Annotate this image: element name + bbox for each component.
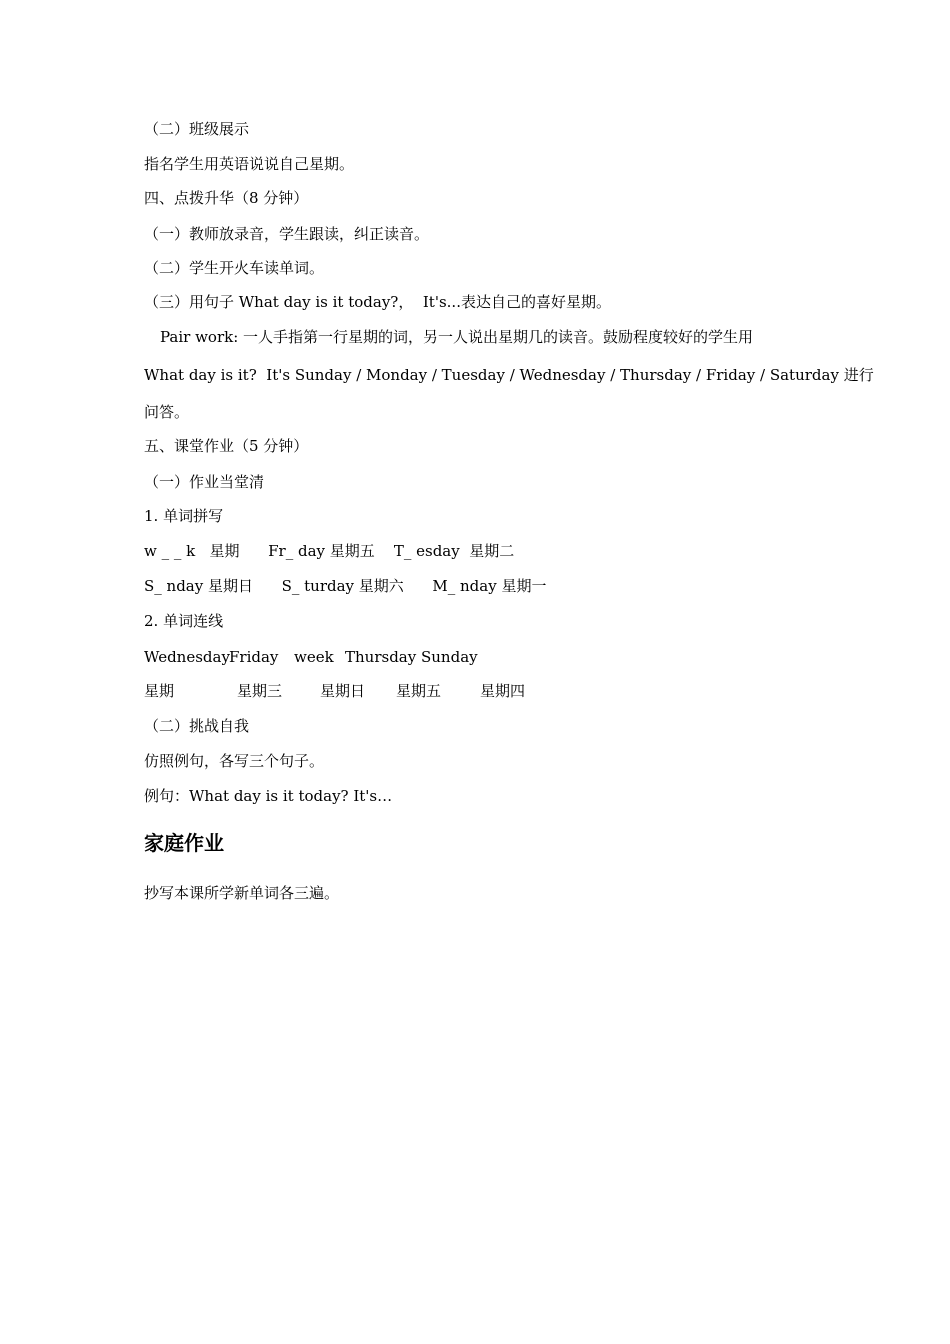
- step-one-text: （一）教师放录音，学生跟读，纠正读音。: [144, 225, 430, 243]
- step-two-text: （二）学生开火车读单词。: [144, 259, 325, 277]
- section-class-display: （二）班级展示: [144, 120, 250, 138]
- pair-work-text: Pair work: 一人手指第一行星期的词，另一人说出星期几的读音。鼓励程度较好的学生用: [160, 328, 754, 346]
- challenge-instruction: 仿照例句，各写三个句子。: [144, 752, 325, 770]
- match-word: Friday: [229, 648, 279, 666]
- match-meaning: 星期: [144, 682, 175, 700]
- pair-work-text-end: 问答。: [144, 403, 190, 421]
- match-meaning: 星期五: [396, 682, 442, 700]
- section-five-heading: 五、课堂作业（5 分钟）: [144, 437, 309, 455]
- match-word: week: [294, 648, 334, 666]
- match-word: Thursday: [345, 648, 417, 666]
- challenge-heading: （二）挑战自我: [144, 717, 250, 735]
- match-word: Sunday: [421, 648, 478, 666]
- family-homework-text: 抄写本课所学新单词各三遍。: [144, 884, 340, 902]
- class-display-text: 指名学生用英语说说自己星期。: [144, 155, 355, 173]
- match-meaning: 星期三: [237, 682, 283, 700]
- example-sentence: 例句：What day is it today? It's…: [144, 787, 393, 805]
- spelling-exercise-title: 1. 单词拼写: [144, 507, 224, 525]
- match-meaning: 星期四: [480, 682, 526, 700]
- homework-in-class-heading: （一）作业当堂清: [144, 473, 265, 491]
- step-three-text: （三）用句子 What day is it today?， It's...表达自己的喜好星期。: [144, 293, 611, 311]
- family-homework-heading: 家庭作业: [144, 831, 224, 855]
- spelling-row-2: S_ nday 星期日 S_ turday 星期六 M_ nday 星期一: [144, 577, 547, 595]
- matching-exercise-title: 2. 单词连线: [144, 612, 224, 630]
- section-four-heading: 四、点拨升华（8 分钟）: [144, 189, 309, 207]
- pair-work-text-cont: What day is it? It's Sunday / Monday / Tuesday / Wednesday / Thursday / Friday / Saturday 进行: [144, 366, 874, 384]
- spelling-row-1: w _ _ k 星期 Fr_ day 星期五 T_ esday 星期二: [144, 542, 515, 560]
- match-word: Wednesday: [144, 648, 230, 666]
- match-meaning: 星期日: [320, 682, 366, 700]
